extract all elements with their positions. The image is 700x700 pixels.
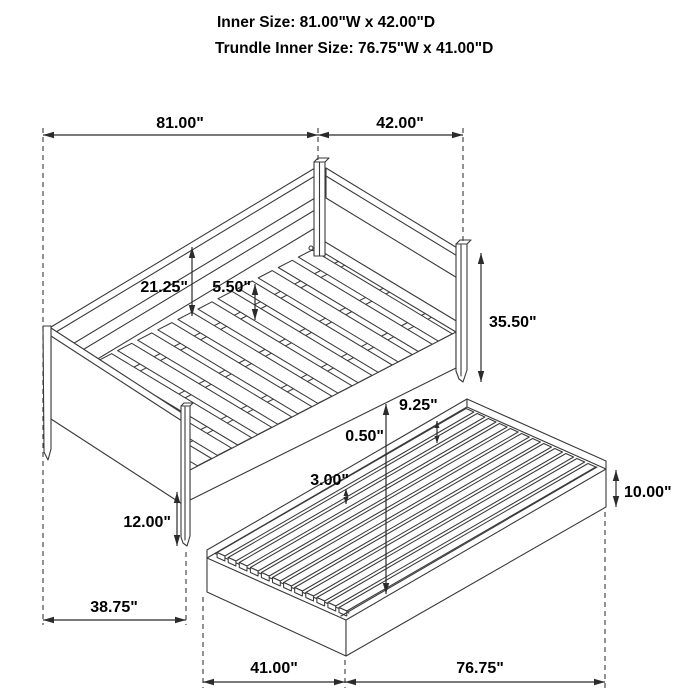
dim-label-trundle-height: 10.00" [624, 484, 672, 501]
dim-label-end-footprint: 38.75" [90, 599, 138, 616]
dim-label-trundle-depth: 41.00" [250, 660, 298, 677]
inner-size-text: Inner Size: 81.00"W x 42.00"D [217, 14, 436, 31]
back-left-post [43, 326, 51, 460]
dim-label-trundle-rail-lip: 0.50" [345, 428, 384, 445]
dim-label-back-rail-gap: 5.50" [212, 279, 251, 296]
trundle-inner-size-text: Trundle Inner Size: 76.75"W x 41.00"D [215, 40, 494, 57]
dim-label-trundle-length: 76.75" [456, 660, 504, 677]
dim-label-under-bed-clearance: 9.25" [399, 397, 438, 414]
dim-label-back-panel-height: 21.25" [140, 279, 188, 296]
dim-label-bed-depth: 42.00" [376, 115, 424, 132]
dim-label-trundle-rail-height: 3.00" [310, 472, 349, 489]
dim-label-headboard-height: 35.50" [489, 314, 537, 331]
dim-label-bed-width: 81.00" [156, 115, 204, 132]
dim-label-leg-height: 12.00" [123, 514, 171, 531]
